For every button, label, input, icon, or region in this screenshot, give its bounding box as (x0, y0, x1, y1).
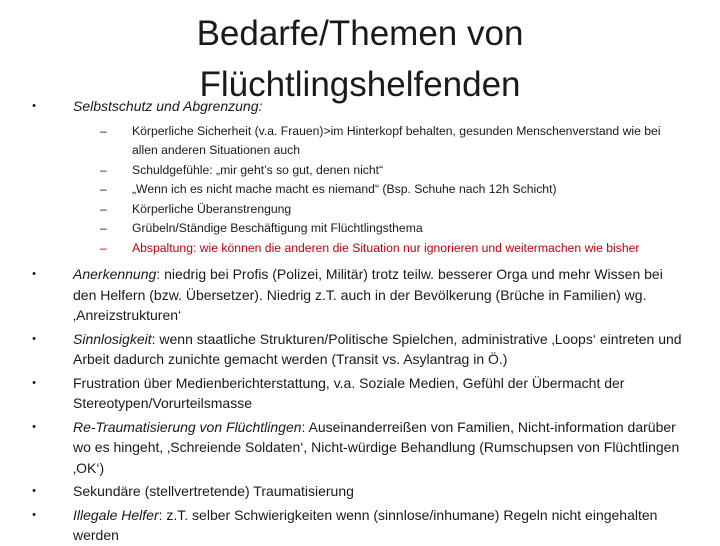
dash-icon: – (100, 240, 107, 255)
bullet-icon: • (32, 485, 36, 497)
list-item (29, 481, 689, 502)
list-item (29, 417, 689, 479)
item-text: : Auseinanderreißen von Familien, Nicht-information darüber wo es hingeht, ‚Schreiende Soldaten‘, Nicht-würdige Behandlung (Rumschupsen von Flüchtlingen ‚OK‘) (73, 418, 680, 476)
bullet-icon: • (32, 332, 36, 345)
title-line-1: Bedarfe/Themen von (196, 14, 524, 53)
sub-item (73, 219, 689, 239)
sub-item (73, 180, 689, 200)
bullet-icon: • (32, 376, 36, 389)
item-text: : wenn staatliche Strukturen/Politische Spielchen, administrative ‚Loops‘ eintreten und Arbeit dadurch zunichte gemacht werden (Transit vs. Asylantrag in Ö.) (73, 330, 682, 367)
sub-item-text: Körperliche Überanstrengung (132, 201, 292, 216)
list-item (29, 373, 689, 414)
title-line-2: Flüchtlingshelfenden (199, 65, 521, 104)
item-lead: Anerkennung (73, 266, 157, 282)
sub-item (73, 161, 689, 181)
dash-icon: – (100, 182, 107, 196)
list-item (29, 329, 689, 370)
sub-item-text: „Wenn ich es nicht mache macht es niemand“ (Bsp. Schuhe nach 12h Schicht) (132, 182, 557, 196)
item-text: : niedrig bei Profis (Polizei, Militär) trotz teilw. besserer Orga und mehr Wissen bei den Helfern (bzw. Übersetzer). Niedrig z.T. auch in der Bevölkerung (Brüche in Familien) wg. ‚Anreizstrukturen‘ (73, 266, 663, 323)
dash-icon: – (100, 221, 107, 235)
slide-title (150, 8, 570, 110)
sub-item-text: Grübeln/Ständige Beschäftigung mit Flüchtlingsthema (132, 221, 423, 235)
item-lead: Sinnlosigkeit (73, 330, 152, 347)
dash-icon: – (100, 123, 107, 138)
bullet-icon: • (32, 508, 36, 521)
sub-item (73, 200, 689, 220)
sub-item-text: Abspaltung: wie können die anderen die Situation nur ignorieren und weitermachen wie bisher (132, 240, 640, 255)
item-text: Sekundäre (stellvertretende) Traumatisierung (73, 483, 354, 499)
bullet-list (29, 96, 689, 546)
bullet-icon: • (32, 420, 36, 433)
sub-list (73, 122, 689, 259)
item-lead: Illegale Helfer (73, 506, 159, 523)
list-item (29, 96, 689, 258)
sub-item-text: Körperliche Sicherheit (v.a. Frauen)>im Hinterkopf behalten, gesunden Menschenverstand wie bei allen anderen Situationen auch (132, 123, 661, 157)
dash-icon: – (100, 162, 107, 177)
list-item (29, 505, 689, 546)
list-item (29, 264, 689, 326)
item-text: Frustration über Medienberichterstattung, v.a. Soziale Medien, Gefühl der Übermacht der Stereotypen/Vorurteilsmasse (73, 374, 625, 411)
item-text: : z.T. selber Schwierigkeiten wenn (sinnlose/inhumane) Regeln nicht eingehalten werden (73, 506, 658, 543)
item-lead: Re-Traumatisierung von Flüchtlingen (73, 418, 302, 435)
sub-item-highlighted (73, 239, 689, 259)
dash-icon: – (100, 201, 107, 216)
item-lead: Selbstschutz und Abgrenzung: (73, 98, 263, 114)
bullet-icon: • (32, 100, 36, 112)
bullet-icon: • (32, 268, 36, 280)
sub-item (73, 122, 689, 161)
sub-item-text: Schuldgefühle: „mir geht’s so gut, denen nicht“ (132, 162, 384, 177)
